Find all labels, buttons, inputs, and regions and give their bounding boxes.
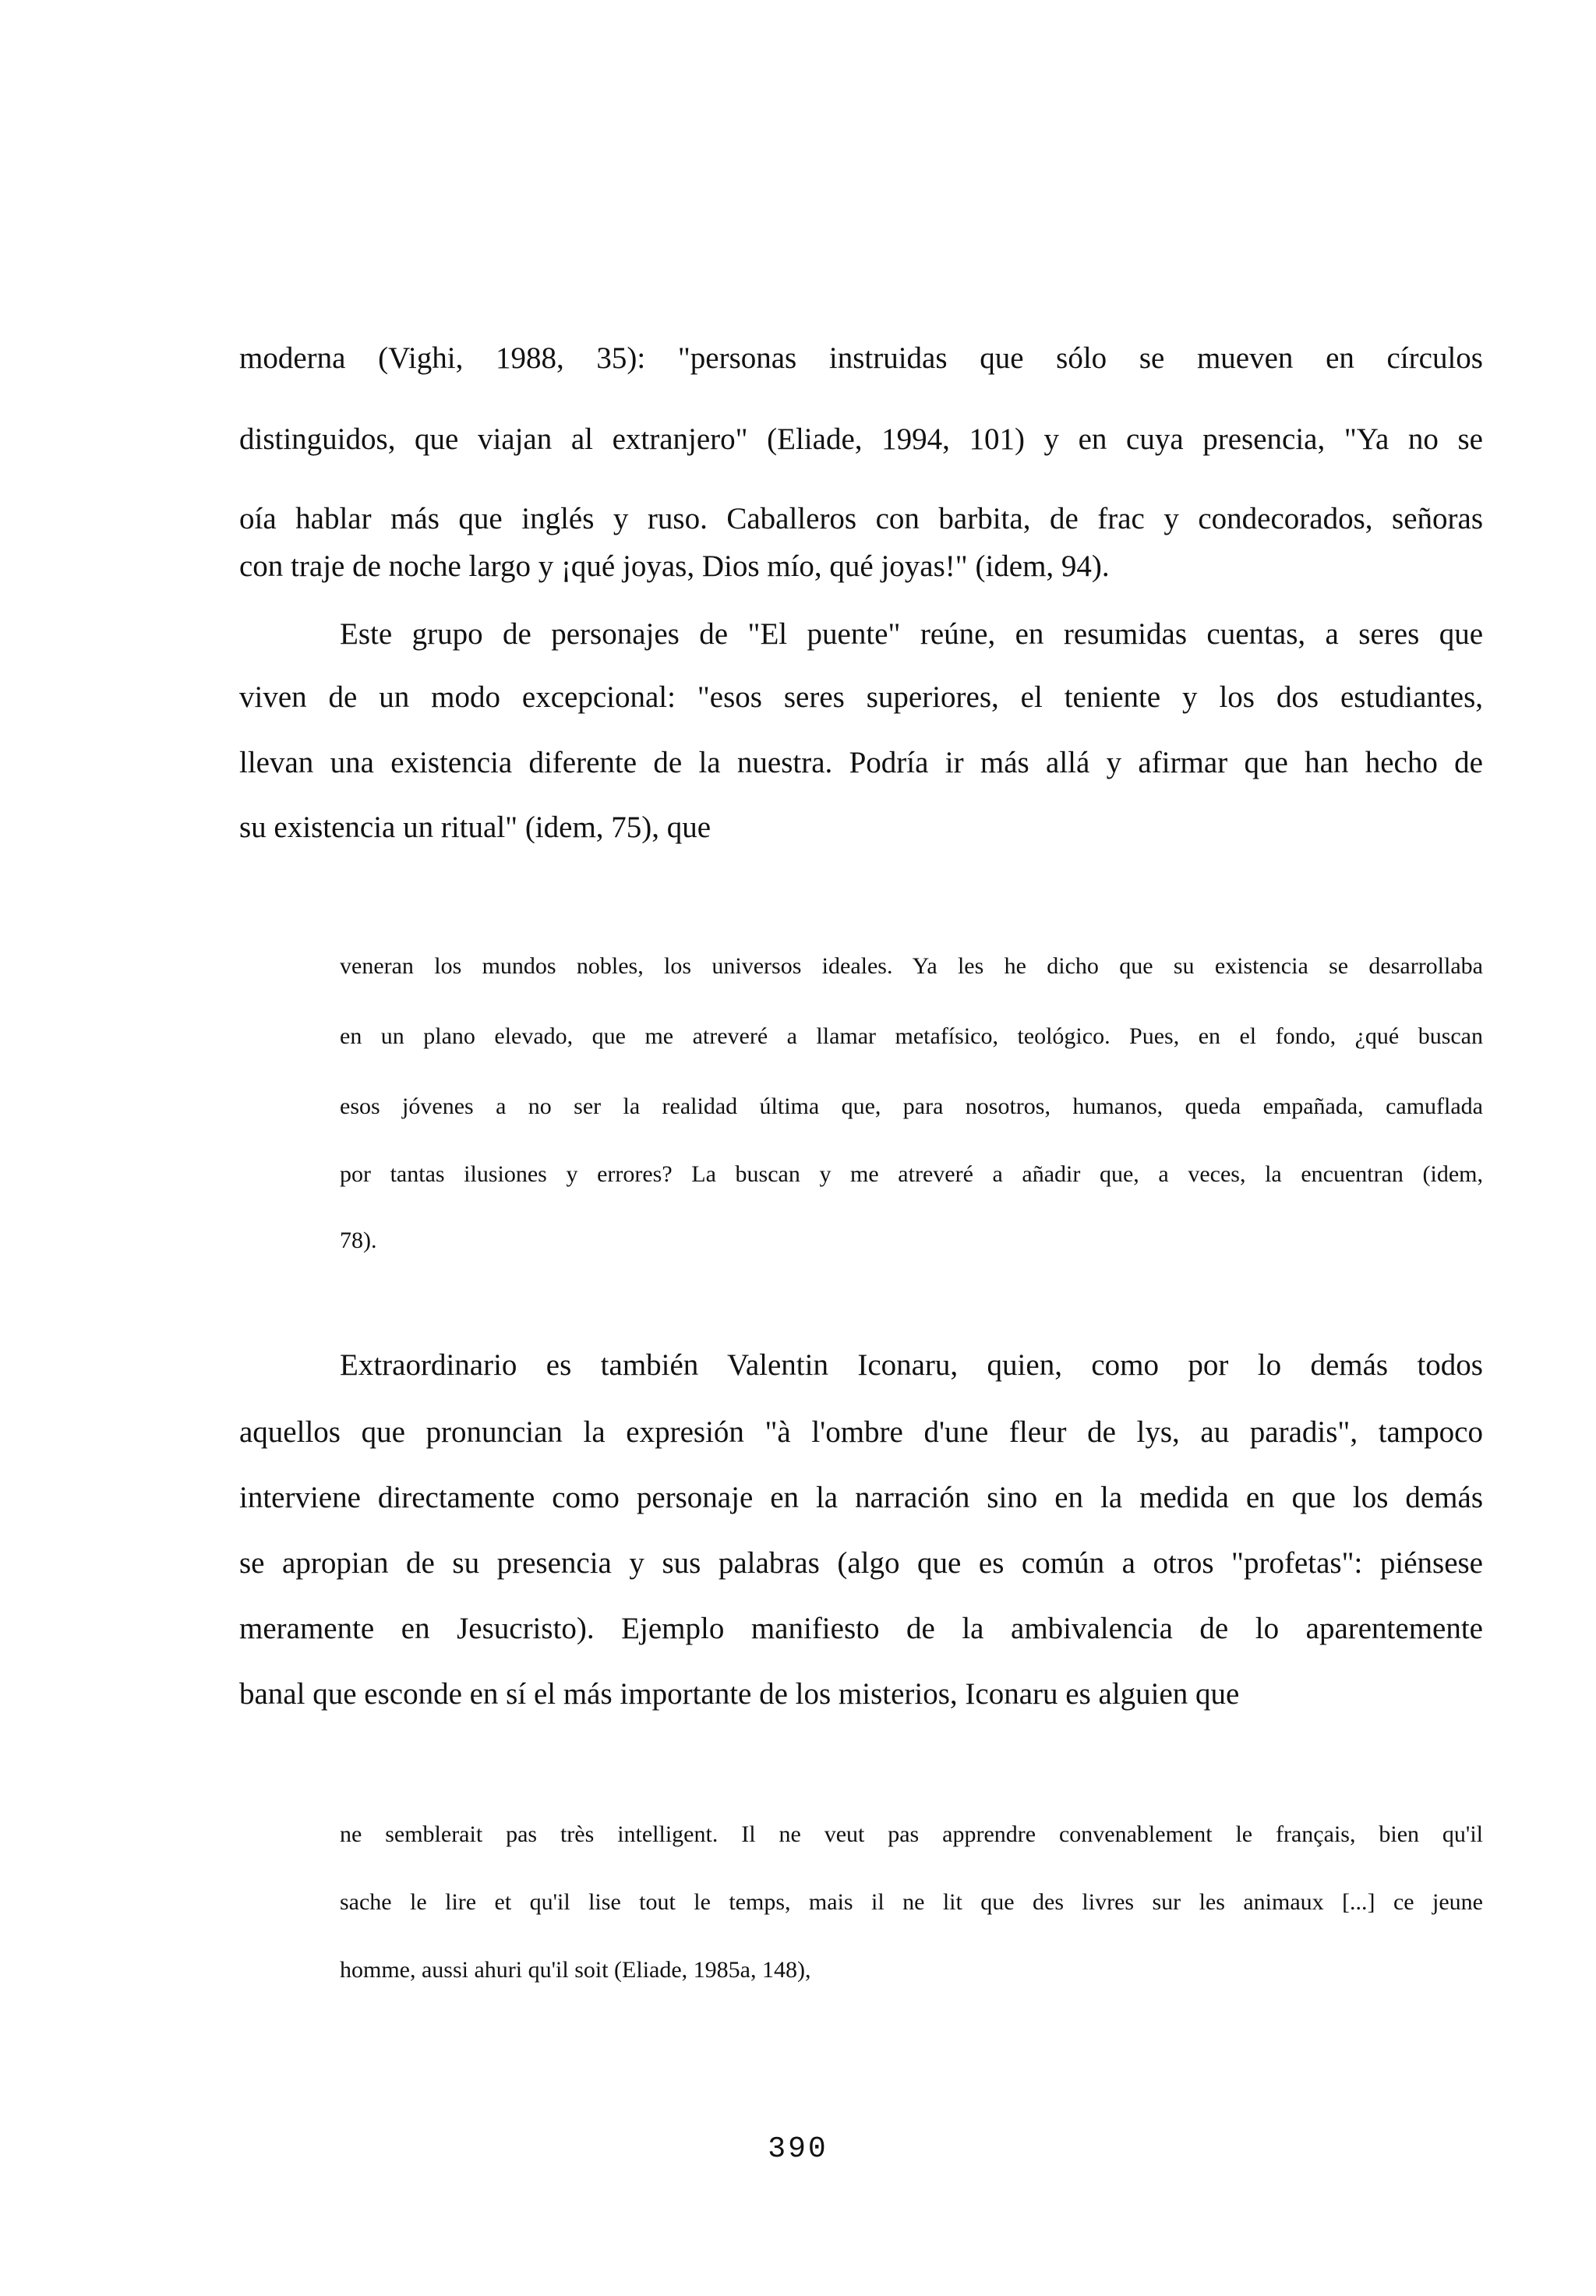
body-text-line: Este grupo de personajes de "El puente" reúne, en resumidas cuentas, a seres que xyxy=(340,617,1483,651)
quote-text-line: sache le lire et qu'il lise tout le temps, mais il ne lit que des livres sur les animaux [...] ce jeune xyxy=(340,1889,1483,1915)
body-text-line: su existencia un ritual" (idem, 75), que xyxy=(239,811,711,844)
quote-text-line: por tantas ilusiones y errores? La buscan y me atreveré a añadir que, a veces, la encuentran (idem, xyxy=(340,1161,1483,1187)
body-text-line: se apropian de su presencia y sus palabras (algo que es común a otros "profetas": piénsese xyxy=(239,1546,1483,1580)
quote-text-line: en un plano elevado, que me atreveré a llamar metafísico, teológico. Pues, en el fondo, ¿qué buscan xyxy=(340,1023,1483,1049)
quote-text-line: ne semblerait pas très intelligent. Il ne veut pas apprendre convenablement le français, bien qu'il xyxy=(340,1821,1483,1847)
page-number: 390 xyxy=(768,2132,828,2166)
body-text-line: viven de un modo excepcional: "esos seres superiores, el teniente y los dos estudiantes, xyxy=(239,680,1483,714)
body-text-line: banal que esconde en sí el más importante de los misterios, Iconaru es alguien que xyxy=(239,1677,1240,1711)
body-text-line: aquellos que pronuncian la expresión "à l'ombre d'une fleur de lys, au paradis", tampoco xyxy=(239,1415,1483,1449)
body-text-line: llevan una existencia diferente de la nuestra. Podría ir más allá y afirmar que han hecho de xyxy=(239,746,1483,779)
quote-text-line: esos jóvenes a no ser la realidad última que, para nosotros, humanos, queda empañada, camuflada xyxy=(340,1093,1483,1119)
quote-text-line: 78). xyxy=(340,1227,377,1253)
body-text-line: Extraordinario es también Valentin Iconaru, quien, como por lo demás todos xyxy=(340,1348,1483,1382)
body-text-line: distinguidos, que viajan al extranjero" (Eliade, 1994, 101) y en cuya presencia, "Ya no se xyxy=(239,422,1483,456)
body-text-line: moderna (Vighi, 1988, 35): "personas instruidas que sólo se mueven en círculos xyxy=(239,341,1483,375)
quote-text-line: veneran los mundos nobles, los universos ideales. Ya les he dicho que su existencia se desarrollaba xyxy=(340,953,1483,979)
body-text-line: con traje de noche largo y ¡qué joyas, Dios mío, qué joyas!" (idem, 94). xyxy=(239,549,1110,583)
quote-text-line: homme, aussi ahuri qu'il soit (Eliade, 1985a, 148), xyxy=(340,1957,811,1983)
body-text-line: interviene directamente como personaje en la narración sino en la medida en que los demás xyxy=(239,1481,1483,1514)
body-text-line: oía hablar más que inglés y ruso. Caballeros con barbita, de frac y condecorados, señoras xyxy=(239,502,1483,535)
body-text-line: meramente en Jesucristo). Ejemplo manifiesto de la ambivalencia de lo aparentemente xyxy=(239,1612,1483,1645)
